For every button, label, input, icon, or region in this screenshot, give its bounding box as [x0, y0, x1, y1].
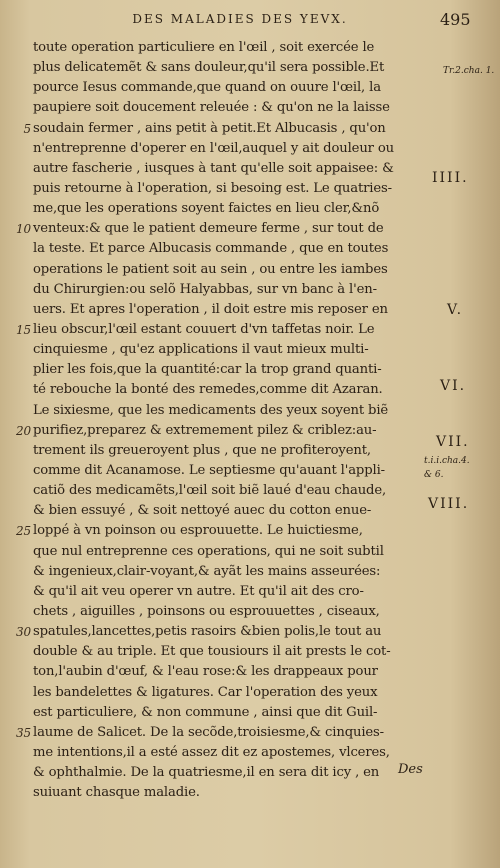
text-line — [16, 723, 421, 743]
line-text: & qu'il ait veu operer vn autre. Et qu'il ait des cro- — [33, 583, 364, 599]
text-line — [33, 260, 421, 280]
text-line — [33, 461, 421, 481]
text-line — [33, 280, 421, 300]
margin-numeral-viii: VIII. — [428, 496, 470, 512]
page-number: 495 — [440, 10, 471, 29]
text-line — [16, 622, 421, 642]
line-text: autre fascherie , iusques à tant qu'elle soit appaisee: & — [33, 160, 394, 176]
text-line — [33, 582, 421, 602]
text-line — [33, 683, 421, 703]
text-line — [33, 58, 421, 78]
line-text: suiuant chasque maladie. — [33, 785, 200, 801]
text-line — [33, 360, 421, 380]
line-number: 35 — [16, 725, 31, 740]
line-text: puis retourne à l'operation, si besoing est. Le quatries- — [33, 180, 392, 196]
text-line — [33, 179, 421, 199]
line-text: & bien essuyé , & soit nettoyé auec du cotton enue- — [33, 503, 372, 519]
margin-numeral-iiii: IIII. — [432, 170, 469, 186]
line-number: 10 — [16, 222, 31, 237]
text-line — [33, 159, 421, 179]
line-text: me,que les operations soyent faictes en lieu cler,&nõ — [33, 201, 380, 217]
text-line — [33, 703, 421, 723]
line-text: les bandelettes & ligatures. Car l'operation des yeux — [33, 684, 378, 700]
text-line — [33, 78, 421, 98]
line-text: loppé à vn poinson ou esprouuette. Le huictiesme, — [33, 523, 363, 539]
margin-numeral-v: V. — [447, 302, 464, 318]
text-line — [33, 441, 421, 461]
text-line — [33, 763, 421, 783]
line-text: est particuliere, & non commune , ainsi que dit Guil- — [33, 704, 378, 720]
line-text: lieu obscur,l'œil estant couuert d'vn taffetas noir. Le — [33, 321, 375, 337]
text-line — [33, 662, 421, 682]
line-number: 5 — [23, 121, 31, 136]
text-line — [16, 521, 421, 541]
line-text: soudain fermer , ains petit à petit.Et Albucasis , qu'on — [33, 120, 386, 136]
line-text: té rebouche la bonté des remedes,comme dit Azaran. — [33, 382, 383, 398]
text-line — [33, 642, 421, 662]
text-line — [16, 219, 421, 239]
line-text: plus delicatemẽt & sans douleur,qu'il sera possible.Et — [33, 60, 385, 76]
text-line — [33, 340, 421, 360]
line-text: double & au triple. Et que tousiours il ait prests le cot- — [33, 644, 391, 660]
text-line — [33, 743, 421, 763]
line-text: Le sixiesme, que les medicaments des yeux soyent biẽ — [33, 402, 389, 418]
line-text: & ophthalmie. De la quatriesme,il en sera dit icy , en — [33, 765, 380, 781]
line-text: operations le patient soit au sein , ou entre les iambes — [33, 261, 388, 277]
catchword: Des — [398, 762, 423, 777]
line-text: & ingenieux,clair-voyant,& ayãt les mains asseurées: — [33, 563, 381, 579]
line-text: spatules,lancettes,petis rasoirs &bien polis,le tout au — [33, 624, 382, 640]
line-text: comme dit Acanamose. Le septiesme qu'auant l'appli- — [33, 462, 385, 478]
text-line — [33, 481, 421, 501]
margin-reference: & 6. — [424, 470, 444, 480]
text-line — [33, 602, 421, 622]
line-text: venteux:& que le patient demeure ferme , sur tout de — [33, 221, 384, 237]
line-text: uers. Et apres l'operation , il doit estre mis reposer en — [33, 301, 388, 317]
text-line — [33, 542, 421, 562]
line-text: du Chirurgien:ou selõ Halyabbas, sur vn banc à l'en- — [33, 281, 377, 297]
margin-numeral-vi: VI. — [440, 378, 467, 394]
margin-reference: t.i.i.cha.4. — [424, 456, 470, 466]
text-line — [16, 421, 421, 441]
text-line — [33, 380, 421, 400]
line-text: chets , aiguilles , poinsons ou esprouuettes , ciseaux, — [33, 603, 380, 619]
line-text: me intentions,il a esté assez dit ez apostemes, vlceres, — [33, 744, 390, 760]
line-text: ton,l'aubin d'œuf, & l'eau rose:& les drappeaux pour — [33, 664, 378, 680]
text-line — [33, 139, 421, 159]
margin-reference: Tr.2.cha. 1. — [443, 66, 495, 76]
text-line — [33, 38, 421, 58]
text-line — [33, 300, 421, 320]
line-number: 15 — [16, 322, 31, 337]
line-number: 20 — [16, 423, 31, 438]
line-text: pource Iesus commande,que quand on ouure l'œil, la — [33, 80, 381, 96]
text-line — [33, 401, 421, 421]
running-header: DES MALADIES DES YEVX. — [132, 12, 348, 26]
margin-numeral-vii: VII. — [436, 434, 470, 450]
text-line — [33, 501, 421, 521]
line-number: 30 — [16, 625, 31, 640]
text-line — [33, 783, 421, 803]
body-text — [16, 38, 421, 803]
text-line — [16, 320, 421, 340]
text-line — [33, 562, 421, 582]
line-text: que nul entreprenne ces operations, qui ne soit subtil — [33, 543, 384, 559]
line-text: plier les fois,que la quantité:car la trop grand quanti- — [33, 362, 382, 378]
text-line — [33, 239, 421, 259]
line-text: catiõ des medicamẽts,l'œil soit biẽ laué d'eau chaude, — [33, 483, 387, 499]
line-text: purifiez,preparez & extremement pilez & criblez:au- — [33, 422, 377, 438]
line-text: laume de Salicet. De la secõde,troisiesme,& cinquies- — [33, 724, 384, 740]
line-number: 25 — [16, 524, 31, 539]
line-text: cinquiesme , qu'ez applications il vaut mieux multi- — [33, 342, 369, 358]
line-text: trement ils greueroyent plus , que ne profiteroyent, — [33, 442, 371, 458]
text-line — [33, 98, 421, 118]
line-text: toute operation particuliere en l'œil , soit exercée le — [33, 40, 375, 55]
text-line — [23, 119, 421, 139]
line-text: la teste. Et parce Albucasis commande , que en toutes — [33, 241, 389, 257]
line-text: n'entreprenne d'operer en l'œil,auquel y ait douleur ou — [33, 140, 395, 156]
text-line — [33, 199, 421, 219]
line-text: paupiere soit doucement releuée : & qu'on ne la laisse — [33, 100, 390, 116]
